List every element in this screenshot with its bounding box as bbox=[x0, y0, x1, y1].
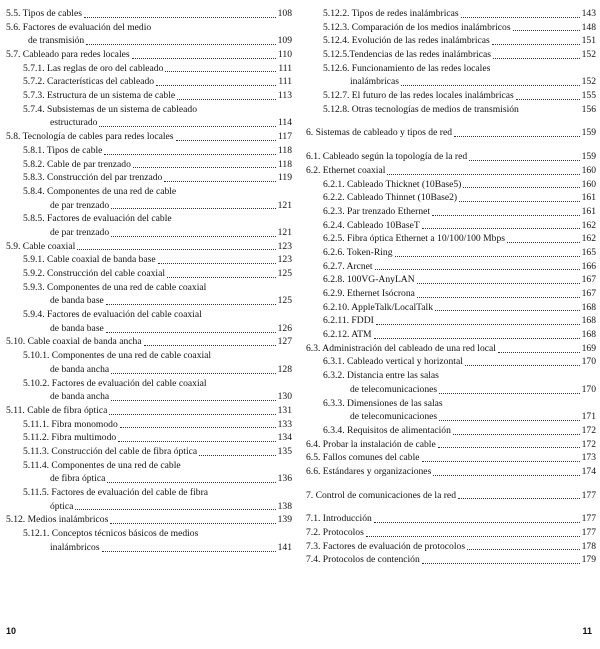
dot-leader bbox=[374, 522, 580, 523]
toc-page-number: 114 bbox=[277, 117, 292, 129]
toc-entry-title: 5.8.2. Cable de par trenzado bbox=[23, 158, 131, 170]
toc-page-number: 177 bbox=[581, 513, 596, 525]
toc-entry-title: 6.2.10. AppleTalk/LocalTalk bbox=[323, 301, 434, 313]
toc-subsection-entry[interactable] bbox=[6, 185, 292, 212]
toc-section-entry[interactable] bbox=[306, 526, 596, 540]
toc-entry-title: de banda base bbox=[50, 295, 104, 307]
dot-leader bbox=[422, 563, 580, 564]
toc-page-number: 177 bbox=[581, 489, 596, 501]
toc-entry-title: 5.11.3. Construcción del cable de fibra óptica bbox=[23, 445, 198, 457]
dot-leader bbox=[111, 208, 275, 209]
toc-page-number: 159 bbox=[581, 127, 596, 139]
toc-entry-title: 5.9.1. Cable coaxial de banda base bbox=[23, 254, 156, 266]
toc-section-entry[interactable] bbox=[6, 21, 292, 48]
toc-page-number: 111 bbox=[278, 62, 292, 74]
toc-entry-title: 5.10.2. Factores de evaluación del cable coaxial bbox=[23, 377, 207, 389]
dot-leader bbox=[493, 58, 580, 59]
toc-entry-title: 6.2.7. Arcnet bbox=[323, 260, 373, 272]
toc-entry-title: 5.8.3. Construcción del par trenzado bbox=[23, 172, 163, 184]
toc-page-number: 109 bbox=[277, 35, 292, 47]
toc-entry-title: de banda ancha bbox=[50, 391, 110, 403]
toc-subsection-entry[interactable] bbox=[306, 232, 596, 246]
toc-entry-title: 5.7.1. Las reglas de oro del cableado bbox=[23, 62, 164, 74]
dot-leader bbox=[453, 434, 580, 435]
toc-entry-title: 7. Control de comunicaciones de la red bbox=[306, 489, 456, 501]
toc-subsection-entry[interactable] bbox=[6, 253, 292, 267]
toc-entry-title: 5.8.5. Factores de evaluación del cable bbox=[23, 213, 172, 225]
toc-entry-title: inalámbricos bbox=[50, 541, 100, 553]
toc-page-number: 170 bbox=[581, 356, 596, 368]
toc-page-number: 152 bbox=[581, 76, 596, 88]
toc-subsection-entry[interactable] bbox=[6, 89, 292, 103]
toc-entry-title: 5.7. Cableado para redes locales bbox=[6, 49, 130, 61]
toc-section-entry[interactable] bbox=[6, 336, 292, 350]
dot-leader bbox=[376, 324, 580, 325]
toc-entry-title: 6.3.1. Cableado vertical y horizontal bbox=[323, 356, 463, 368]
toc-entry-title: 6.2.6. Token-Ring bbox=[323, 246, 393, 258]
toc-entry-title: de telecomunicaciones bbox=[350, 383, 438, 395]
toc-page-number: 170 bbox=[581, 383, 596, 395]
dot-leader bbox=[110, 523, 275, 524]
toc-page-number: 135 bbox=[277, 445, 292, 457]
dot-leader bbox=[164, 181, 276, 182]
toc-entry-title: 5.11.1. Fibra monomodo bbox=[23, 418, 118, 430]
toc-entry-title: 5.11.2. Fibra multimodo bbox=[23, 432, 117, 444]
toc-page-number: 119 bbox=[277, 172, 292, 184]
toc-entry-title: 5.12.5.Tendencias de las redes inalámbricas bbox=[323, 49, 491, 61]
toc-subsection-entry[interactable] bbox=[6, 212, 292, 239]
toc-page-number: 172 bbox=[581, 438, 596, 450]
toc-page-number: 111 bbox=[278, 76, 292, 88]
toc-page-number: 161 bbox=[581, 205, 596, 217]
toc-entry-title: de banda ancha bbox=[50, 363, 110, 375]
dot-leader bbox=[104, 154, 276, 155]
toc-page-number: 162 bbox=[581, 233, 596, 245]
toc-entry-title: 7.2. Protocolos bbox=[306, 527, 364, 539]
toc-page-number: 118 bbox=[277, 144, 292, 156]
dot-leader bbox=[111, 400, 275, 401]
toc-page-number: 167 bbox=[581, 288, 596, 300]
toc-page-number: 159 bbox=[581, 151, 596, 163]
toc-page-number: 121 bbox=[277, 199, 292, 211]
dot-leader bbox=[199, 455, 275, 456]
dot-leader bbox=[513, 30, 580, 31]
toc-entry-title: 5.8.4. Componentes de una red de cable bbox=[23, 185, 177, 197]
dot-leader bbox=[86, 44, 275, 45]
toc-subsection-entry[interactable] bbox=[6, 281, 292, 308]
dot-leader bbox=[167, 277, 276, 278]
toc-section-entry[interactable] bbox=[306, 540, 596, 554]
toc-entry-title: 5.9.4. Factores de evaluación del cable coaxial bbox=[23, 309, 202, 321]
toc-entry-title: 6.2.9. Ethernet Isócrona bbox=[323, 288, 415, 300]
dot-leader bbox=[387, 174, 579, 175]
toc-subsection-entry[interactable] bbox=[306, 34, 596, 48]
toc-page-number: 110 bbox=[277, 49, 292, 61]
toc-right-column bbox=[306, 7, 596, 567]
toc-entry-title: 6.1. Cableado según la topología de la red bbox=[306, 151, 468, 163]
toc-section-entry[interactable] bbox=[306, 451, 596, 465]
toc-subsection-entry[interactable] bbox=[6, 62, 292, 76]
toc-subsection-entry[interactable] bbox=[6, 349, 292, 376]
toc-page-number: 166 bbox=[581, 260, 596, 272]
toc-entry-title: 5.7.2. Características del cableado bbox=[23, 76, 155, 88]
toc-page-number: 148 bbox=[581, 21, 596, 33]
dot-leader bbox=[133, 167, 276, 168]
dot-leader bbox=[433, 475, 579, 476]
dot-leader bbox=[516, 99, 580, 100]
toc-entry-title: 6.2.1. Cableado Thicknet (10Base5) bbox=[323, 178, 462, 190]
dot-leader bbox=[469, 160, 579, 161]
dot-leader bbox=[118, 441, 275, 442]
toc-chapter-entry[interactable] bbox=[306, 127, 596, 141]
toc-page-number: 168 bbox=[581, 315, 596, 327]
toc-entry-title: 5.11. Cable de fibra óptica bbox=[6, 404, 108, 416]
toc-entry-title: 6.2.3. Par trenzado Ethernet bbox=[323, 205, 431, 217]
toc-page-number: 138 bbox=[277, 500, 292, 512]
toc-section-entry[interactable] bbox=[6, 240, 292, 254]
toc-subsection-entry[interactable] bbox=[306, 397, 596, 424]
toc-entry-title: 5.8. Tecnología de cables para redes locales bbox=[6, 131, 174, 143]
toc-subsection-entry[interactable] bbox=[6, 75, 292, 89]
toc-entry-title: inalámbricas bbox=[350, 76, 400, 88]
toc-page-number: 136 bbox=[277, 473, 292, 485]
dot-leader bbox=[99, 126, 276, 127]
dot-leader bbox=[492, 44, 580, 45]
toc-left-column bbox=[6, 7, 292, 555]
toc-page-number: 169 bbox=[581, 342, 596, 354]
dot-leader bbox=[75, 509, 275, 510]
toc-entry-title: de par trenzado bbox=[50, 226, 110, 238]
toc-entry-title: 6.3.4. Requisitos de alimentación bbox=[323, 424, 451, 436]
toc-entry-title: 5.9.3. Componentes de una red de cable coaxial bbox=[23, 281, 207, 293]
toc-subsection-entry[interactable] bbox=[306, 48, 596, 62]
toc-subsection-entry[interactable] bbox=[6, 103, 292, 130]
toc-section-entry[interactable] bbox=[6, 513, 292, 527]
toc-page-number: 173 bbox=[581, 452, 596, 464]
toc-entry-title: 7.3. Factores de evaluación de protocolos bbox=[306, 540, 466, 552]
toc-subsection-entry[interactable] bbox=[6, 459, 292, 486]
toc-page-number: 113 bbox=[277, 90, 292, 102]
toc-subsection-entry[interactable] bbox=[306, 178, 596, 192]
toc-page-number: 123 bbox=[277, 254, 292, 266]
dot-leader bbox=[111, 236, 275, 237]
toc-subsection-entry[interactable] bbox=[306, 246, 596, 260]
dot-leader bbox=[401, 85, 580, 86]
toc-entry-title: 5.10. Cable coaxial de banda ancha bbox=[6, 336, 142, 348]
toc-section-entry[interactable] bbox=[306, 150, 596, 164]
toc-page-number: 177 bbox=[581, 527, 596, 539]
section-gap bbox=[306, 140, 596, 150]
toc-page-number: 165 bbox=[581, 246, 596, 258]
toc-subsection-entry[interactable] bbox=[306, 328, 596, 342]
toc-entry-title: de telecomunicaciones bbox=[350, 411, 438, 423]
dot-leader bbox=[156, 85, 276, 86]
toc-subsection-entry[interactable] bbox=[306, 424, 596, 438]
toc-page-number: 156 bbox=[581, 103, 596, 115]
toc-entry-title: 6.2.11. FDDI bbox=[323, 315, 374, 327]
dot-leader bbox=[439, 393, 580, 394]
toc-page-number: 125 bbox=[277, 295, 292, 307]
toc-page-number: 131 bbox=[277, 404, 292, 416]
toc-page-number: 171 bbox=[581, 411, 596, 423]
toc-page-number: 179 bbox=[581, 554, 596, 566]
toc-entry-title: 5.7.3. Estructura de un sistema de cable bbox=[23, 90, 176, 102]
toc-entry-title: estructurado bbox=[50, 117, 98, 129]
dot-leader bbox=[454, 136, 580, 137]
dot-leader bbox=[439, 420, 580, 421]
dot-leader bbox=[417, 283, 580, 284]
toc-subsection-entry[interactable] bbox=[6, 171, 292, 185]
toc-section-entry[interactable] bbox=[6, 404, 292, 418]
toc-subsection-entry[interactable] bbox=[306, 21, 596, 35]
toc-page-number: 128 bbox=[277, 363, 292, 375]
toc-page-number: 123 bbox=[277, 240, 292, 252]
section-gap bbox=[306, 502, 596, 512]
dot-leader bbox=[438, 447, 580, 448]
toc-section-entry[interactable] bbox=[306, 553, 596, 567]
toc-subsection-entry[interactable] bbox=[306, 205, 596, 219]
toc-subsection-entry[interactable] bbox=[306, 191, 596, 205]
toc-page-number: 174 bbox=[581, 465, 596, 477]
toc-section-entry[interactable] bbox=[306, 465, 596, 479]
toc-subsection-entry[interactable] bbox=[6, 158, 292, 172]
dot-leader bbox=[458, 498, 580, 499]
dot-leader bbox=[422, 461, 580, 462]
toc-entry-title: 6.4. Probar la instalación de cable bbox=[306, 438, 436, 450]
toc-entry-title: 6.3. Administración del cableado de una red local bbox=[306, 342, 496, 354]
toc-page-number: 125 bbox=[277, 268, 292, 280]
toc-entry-title: de fibra óptica bbox=[50, 473, 106, 485]
dot-leader bbox=[432, 215, 580, 216]
toc-entry-title: 6.2.4. Cableado 10BaseT bbox=[323, 219, 420, 231]
toc-page-number: 151 bbox=[581, 35, 596, 47]
dot-leader bbox=[498, 352, 580, 353]
toc-subsection-entry[interactable] bbox=[6, 431, 292, 445]
dot-leader bbox=[177, 99, 276, 100]
toc-subsection-entry[interactable] bbox=[6, 445, 292, 459]
toc-subsection-entry[interactable] bbox=[306, 260, 596, 274]
toc-page-number: 127 bbox=[277, 336, 292, 348]
toc-page-number: 141 bbox=[277, 541, 292, 553]
toc-subsection-entry[interactable] bbox=[6, 418, 292, 432]
toc-entry-title: de banda base bbox=[50, 322, 104, 334]
toc-subsection-entry[interactable] bbox=[6, 308, 292, 335]
toc-entry-title: 5.9.2. Construcción del cable coaxial bbox=[23, 268, 165, 280]
toc-entry-title: óptica bbox=[50, 500, 74, 512]
dot-leader bbox=[102, 551, 276, 552]
toc-section-entry[interactable] bbox=[306, 342, 596, 356]
toc-subsection-entry[interactable] bbox=[6, 486, 292, 513]
toc-page-number: 117 bbox=[277, 131, 292, 143]
toc-entry-title: de transmisión bbox=[28, 35, 85, 47]
toc-subsection-entry[interactable] bbox=[306, 89, 596, 103]
toc-entry-title: 5.6. Factores de evaluación del medio bbox=[6, 21, 152, 33]
toc-entry-title: 6.6. Estándares y organizaciones bbox=[306, 465, 432, 477]
toc-page-number: 155 bbox=[581, 90, 596, 102]
toc-section-entry[interactable] bbox=[306, 512, 596, 526]
dot-leader bbox=[111, 373, 275, 374]
toc-section-entry[interactable] bbox=[6, 130, 292, 144]
toc-page-number: 172 bbox=[581, 424, 596, 436]
toc-entry-title: 6.2.8. 100VG-AnyLAN bbox=[323, 274, 415, 286]
toc-entry-title: 5.9. Cable coaxial bbox=[6, 240, 76, 252]
toc-page-number: 160 bbox=[581, 164, 596, 176]
dot-leader bbox=[106, 332, 276, 333]
toc-page-number: 162 bbox=[581, 219, 596, 231]
dot-leader bbox=[417, 297, 580, 298]
dot-leader bbox=[375, 269, 580, 270]
toc-page-number: 161 bbox=[581, 192, 596, 204]
toc-entry-title: 5.12. Medios inalámbricos bbox=[6, 514, 109, 526]
toc-page-number: 139 bbox=[277, 514, 292, 526]
dot-leader bbox=[158, 263, 276, 264]
toc-entry-title: 5.12.3. Comparación de los medios inalámbricos bbox=[323, 21, 511, 33]
toc-section-entry[interactable] bbox=[6, 7, 292, 21]
toc-subsection-entry[interactable] bbox=[306, 356, 596, 370]
toc-entry-title: 6.2.2. Cableado Thinnet (10Base2) bbox=[323, 192, 458, 204]
toc-entry-title: 5.11.4. Componentes de una red de cable bbox=[23, 459, 181, 471]
toc-page-number: 118 bbox=[277, 158, 292, 170]
dot-leader bbox=[144, 345, 276, 346]
dot-leader bbox=[120, 427, 276, 428]
toc-subsection-entry[interactable] bbox=[306, 103, 596, 117]
toc-entry-title: 6. Sistemas de cableado y tipos de red bbox=[306, 127, 453, 139]
toc-page-number: 178 bbox=[581, 540, 596, 552]
toc-entry-title: 6.2. Ethernet coaxial bbox=[306, 164, 386, 176]
toc-subsection-entry[interactable] bbox=[306, 219, 596, 233]
toc-subsection-entry[interactable] bbox=[6, 377, 292, 404]
toc-entry-title: 5.12.6. Funcionamiento de las redes locales bbox=[323, 62, 491, 74]
toc-page-number: 126 bbox=[277, 322, 292, 334]
toc-entry-title: 7.4. Protocolos de contención bbox=[306, 554, 420, 566]
toc-subsection-entry[interactable] bbox=[306, 62, 596, 89]
toc-entry-title: 6.3.3. Dimensiones de las salas bbox=[323, 397, 443, 409]
toc-entry-title: de par trenzado bbox=[50, 199, 110, 211]
toc-entry-title: 6.2.12. ATM bbox=[323, 329, 372, 341]
dot-leader bbox=[463, 187, 579, 188]
toc-entry-title: 6.2.5. Fibra óptica Ethernet a 10/100/100 Mbps bbox=[323, 233, 505, 245]
dot-leader bbox=[132, 58, 276, 59]
page-number-left: 10 bbox=[6, 626, 17, 636]
toc-subsection-entry[interactable] bbox=[306, 273, 596, 287]
toc-entry-title: 5.8.1. Tipos de cable bbox=[23, 144, 103, 156]
toc-page-number: 167 bbox=[581, 274, 596, 286]
toc-subsection-entry[interactable] bbox=[306, 287, 596, 301]
toc-entry-title: 6.5. Fallos comunes del cable bbox=[306, 452, 420, 464]
section-gap bbox=[306, 117, 596, 127]
toc-entry-title: 5.10.1. Componentes de una red de cable coaxial bbox=[23, 350, 212, 362]
toc-chapter-entry[interactable] bbox=[306, 489, 596, 503]
toc-entry-title: 5.12.8. Otras tecnologías de medios de transmisión bbox=[323, 103, 519, 115]
toc-entry-title: 5.7.4. Subsistemas de un sistema de cableado bbox=[23, 103, 197, 115]
toc-entry-title: 5.12.4. Evolución de las redes inalámbricas bbox=[323, 35, 490, 47]
toc-subsection-entry[interactable] bbox=[6, 267, 292, 281]
dot-leader bbox=[465, 365, 580, 366]
toc-entry-title: 5.12.7. El futuro de las redes locales inalámbricas bbox=[323, 90, 514, 102]
toc-page-number: 133 bbox=[277, 418, 292, 430]
page-number-right: 11 bbox=[582, 626, 592, 636]
toc-section-entry[interactable] bbox=[306, 438, 596, 452]
dot-leader bbox=[176, 140, 276, 141]
toc-section-entry[interactable] bbox=[6, 48, 292, 62]
toc-subsection-entry[interactable] bbox=[306, 369, 596, 396]
toc-page-number: 121 bbox=[277, 226, 292, 238]
dot-leader bbox=[507, 242, 580, 243]
dot-leader bbox=[165, 71, 276, 72]
toc-entry-title: 7.1. Introducción bbox=[306, 513, 372, 525]
toc-page-number: 134 bbox=[277, 432, 292, 444]
toc-subsection-entry[interactable] bbox=[306, 7, 596, 21]
dot-leader bbox=[459, 201, 580, 202]
toc-entry-title: 5.11.5. Factores de evaluación del cable de fibra bbox=[23, 487, 209, 499]
toc-page-number: 108 bbox=[277, 7, 292, 19]
dot-leader bbox=[374, 338, 580, 339]
toc-page-number: 143 bbox=[581, 7, 596, 19]
dot-leader bbox=[77, 249, 275, 250]
dot-leader bbox=[461, 17, 580, 18]
toc-page-number: 168 bbox=[581, 329, 596, 341]
dot-leader bbox=[422, 228, 580, 229]
toc-entry-title: 5.12.2. Tipos de redes inalámbricas bbox=[323, 7, 459, 19]
dot-leader bbox=[84, 17, 276, 18]
toc-subsection-entry[interactable] bbox=[306, 301, 596, 315]
toc-page-number: 160 bbox=[581, 178, 596, 190]
section-gap bbox=[306, 479, 596, 489]
toc-entry-title: 6.3.2. Distancia entre las salas bbox=[323, 370, 439, 382]
toc-subsection-entry[interactable] bbox=[6, 144, 292, 158]
dot-leader bbox=[435, 310, 580, 311]
toc-entry-title: 5.12.1. Conceptos técnicos básicos de medios bbox=[23, 528, 199, 540]
dot-leader bbox=[366, 536, 580, 537]
dot-leader bbox=[467, 549, 580, 550]
toc-entry-title: 5.5. Tipos de cables bbox=[6, 7, 82, 19]
dot-leader bbox=[107, 482, 275, 483]
dot-leader bbox=[109, 414, 275, 415]
dot-leader bbox=[395, 256, 580, 257]
toc-subsection-entry[interactable] bbox=[6, 527, 292, 554]
toc-page-number: 168 bbox=[581, 301, 596, 313]
toc-page-number: 152 bbox=[581, 49, 596, 61]
toc-section-entry[interactable] bbox=[306, 164, 596, 178]
toc-subsection-entry[interactable] bbox=[306, 314, 596, 328]
toc-page-number: 130 bbox=[277, 391, 292, 403]
dot-leader bbox=[106, 304, 276, 305]
